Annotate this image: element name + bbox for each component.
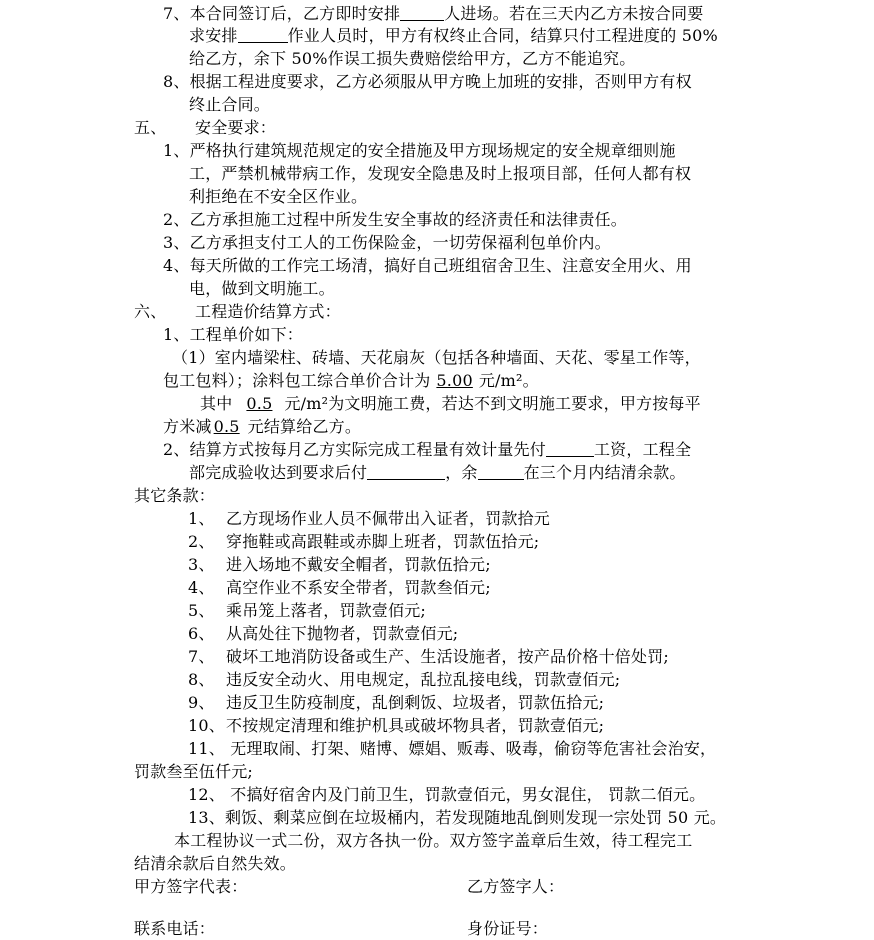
- phone-label: 联系电话：: [134, 919, 216, 938]
- other-item-11-line1: 11、 无理取闹、打架、赌博、嫖娼、贩毒、吸毒，偷窃等危害社会治安，: [188, 739, 717, 758]
- clause6-civil-line2: 方米减 0.5 元结算给乙方。: [163, 417, 362, 436]
- clause6-item2-line1: 2、结算方式按每月乙方实际完成工程量有效计量先付 工资，工程全: [163, 440, 692, 459]
- closing-line1: 本工程协议一式二份，双方各执一份。双方签字盖章后生效，待工程完工: [174, 831, 693, 850]
- clause5-title: 安全要求：: [195, 118, 277, 137]
- other-item-7-text: 破坏工地消防设备或生产、生活设施者，按产品价格十倍处罚;: [226, 647, 669, 666]
- other-item-10-num: 10、: [188, 716, 225, 735]
- other-item-6-text: 从高处往下抛物者，罚款壹佰元;: [226, 624, 459, 643]
- deduction-value: 0.5: [213, 417, 240, 436]
- clause6-item1-heading: 1、工程单价如下：: [163, 325, 303, 344]
- blank-staff-count: [238, 26, 288, 43]
- other-item-3-text: 进入场地不戴安全帽者，罚款伍拾元;: [226, 555, 491, 574]
- other-item-3-num: 3、: [188, 555, 215, 574]
- blank-remainder: [478, 463, 524, 480]
- other-item-11-line2: 罚款叁至伍仟元;: [134, 762, 253, 781]
- id-number-label: 身份证号：: [467, 919, 549, 938]
- clause5-item2: 2、乙方承担施工过程中所发生安全事故的经济责任和法律责任。: [163, 210, 627, 229]
- other-item-9-num: 9、: [188, 693, 215, 712]
- clause5-item4-line1: 4、每天所做的工作完工场清，搞好自己班组宿舍卫生、注意安全用火、用: [163, 256, 692, 275]
- clause4-item7-line1: 7、本合同签订后，乙方即时安排 人进场。若在三天内乙方未按合同要: [163, 4, 704, 23]
- other-item-6-num: 6、: [188, 624, 215, 643]
- other-heading: 其它条款：: [134, 486, 216, 505]
- other-item-2-num: 2、: [188, 532, 215, 551]
- clause5-number: 五、: [134, 118, 167, 137]
- other-item-8-num: 8、: [188, 670, 215, 689]
- clause5-item3: 3、乙方承担支付工人的工伤保险金，一切劳保福利包单价内。: [163, 233, 611, 252]
- clause6-civil-line1: 其中 0.5 元/m²为文明施工费，若达不到文明施工要求，甲方按每平: [200, 394, 701, 413]
- clause4-item8-line2: 终止合同。: [189, 95, 271, 114]
- other-item-4-num: 4、: [188, 578, 215, 597]
- other-item-1-num: 1、: [188, 509, 215, 528]
- other-item-12: 12、 不搞好宿舍内及门前卫生，罚款壹佰元，男女混住， 罚款二佰元。: [188, 785, 706, 804]
- other-item-8-text: 违反安全动火、用电规定，乱拉乱接电线，罚款壹佰元;: [226, 670, 621, 689]
- clause6-sub1-line2: 包工包料）；涂料包工综合单价合计为 5.00 元/m²。: [163, 371, 539, 390]
- clause5-item4-line2: 电，做到文明施工。: [189, 279, 335, 298]
- unit-price-value: 5.00: [436, 371, 473, 390]
- clause5-item1-line2: 工，严禁机械带病工作，发现安全隐患及时上报项目部，任何人都有权: [189, 164, 692, 183]
- other-item-9-text: 违反卫生防疫制度，乱倒剩饭、垃圾者，罚款伍拾元;: [226, 693, 605, 712]
- other-item-2-text: 穿拖鞋或高跟鞋或赤脚上班者，罚款伍拾元;: [226, 532, 540, 551]
- closing-line2: 结清余款后自然失效。: [134, 854, 297, 873]
- blank-completion-payment: [367, 463, 445, 480]
- clause6-number: 六、: [134, 302, 167, 321]
- clause4-item7-line2: 求安排 作业人员时，甲方有权终止合同，结算只付工程进度的 50%: [189, 26, 718, 45]
- blank-workers-count: [400, 4, 444, 21]
- clause4-item8-line1: 8、根据工程进度要求，乙方必须服从甲方晚上加班的安排，否则甲方有权: [163, 72, 692, 91]
- blank-advance-payment: [546, 440, 594, 457]
- clause6-title: 工程造价结算方式：: [195, 302, 341, 321]
- civil-fee-value: 0.5: [246, 394, 273, 413]
- other-item-10-text: 不按规定清理和维护机具或破坏物具者，罚款壹佰元;: [226, 716, 605, 735]
- party-b-signature-label: 乙方签字人：: [467, 877, 565, 896]
- clause4-item7-line3: 给乙方，余下 50%作误工损失费赔偿给甲方，乙方不能追究。: [189, 49, 636, 68]
- other-item-5-num: 5、: [188, 601, 215, 620]
- clause6-sub1-line1: （1）室内墙梁柱、砖墙、天花扇灰（包括各种墙面、天花、零星工作等，: [172, 348, 701, 367]
- clause5-item1-line1: 1、严格执行建筑规范规定的安全措施及甲方现场规定的安全规章细则施: [163, 141, 676, 160]
- clause6-item2-line2: 部完成验收达到要求后付 ，余 在三个月内结清余款。: [189, 463, 686, 482]
- other-item-13: 13、剩饭、剩菜应倒在垃圾桶内，若发现随地乱倒则发现一宗处罚 50 元。: [188, 808, 727, 827]
- party-a-signature-label: 甲方签字代表：: [134, 877, 248, 896]
- other-item-1-text: 乙方现场作业人员不佩带出入证者，罚款拾元: [226, 509, 551, 528]
- other-item-4-text: 高空作业不系安全带者，罚款叁佰元;: [226, 578, 491, 597]
- clause5-item1-line3: 利拒绝在不安全区作业。: [189, 187, 368, 206]
- other-item-5-text: 乘吊笼上落者，罚款壹佰元;: [226, 601, 426, 620]
- other-item-7-num: 7、: [188, 647, 215, 666]
